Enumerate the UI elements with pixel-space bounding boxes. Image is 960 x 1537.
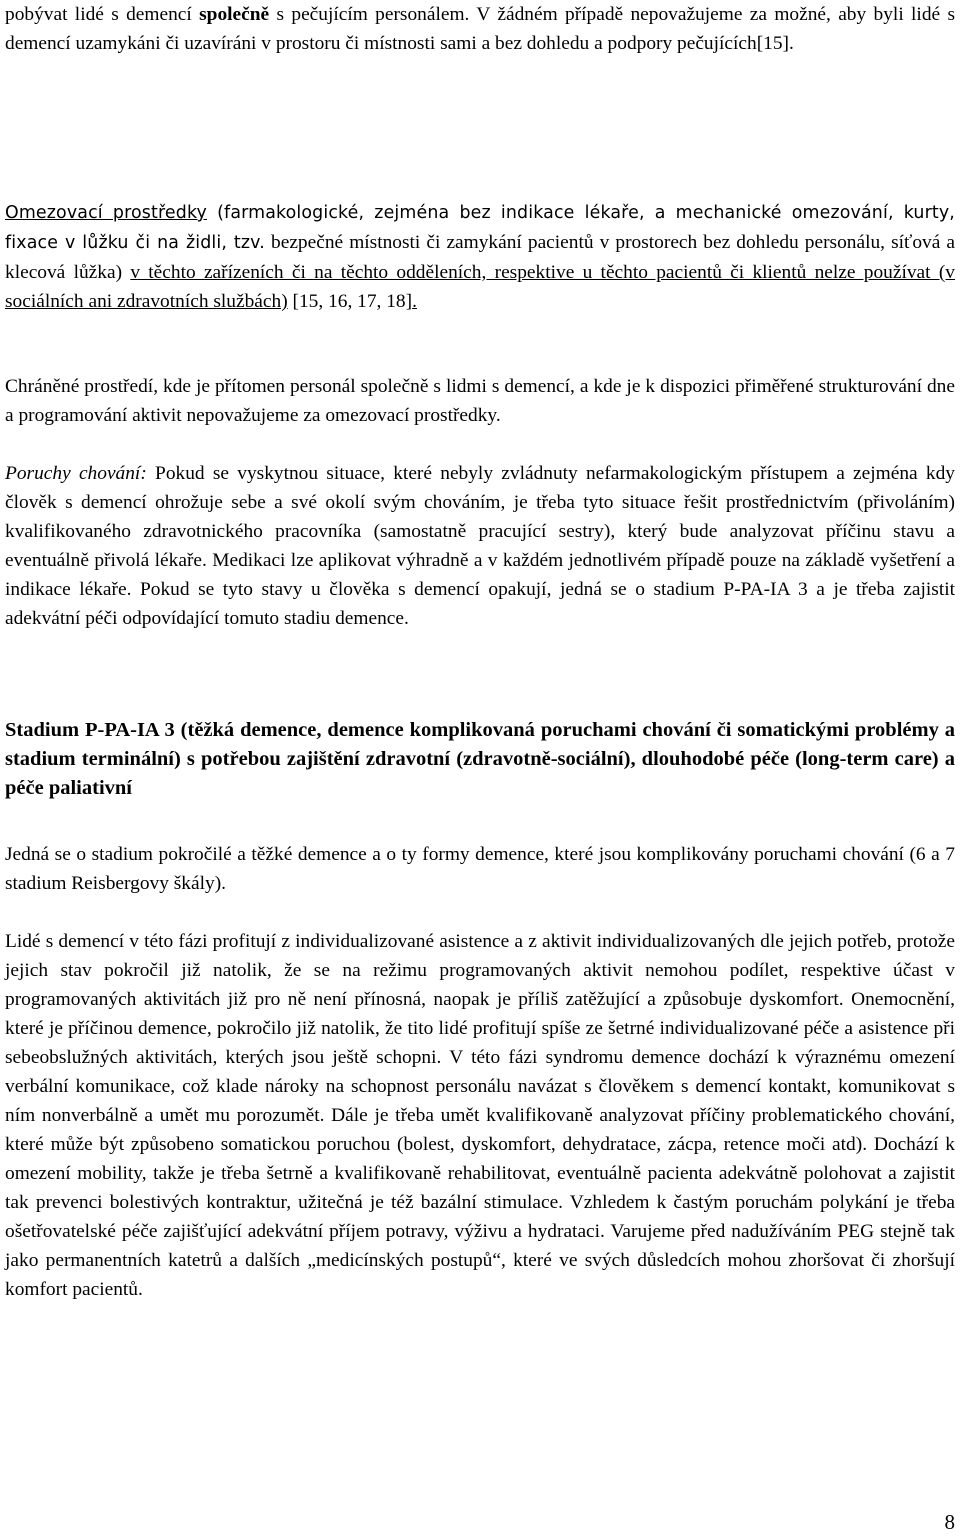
text-span: bezpečné místnosti či zamykání pacientů v prostorech bez dohledu personálu, síťová a klecová lůžka) [5, 232, 955, 283]
paragraph-restraints [5, 198, 955, 316]
paragraph-behavior-disorders [5, 459, 955, 633]
paragraph-stage-care: Lidé s demencí v této fázi profitují z individualizované asistence a z aktivit individualizovaných dle jejich potřeb, protože jejich stav pokročil již natolik, že se na režimu programovaných aktivit nemohou podílet, respektive účast v programovaných aktivitách již pro ně není přínosná, naopak je příliš zatěžující a způsobuje dyskomfort. Onemocnění, které je příčinou demence, pokročilo již natolik, že tito lidé profitují spíše ze šetrné individualizované péče a asistence při sebeobslužných aktivitách, kterých jsou ještě schopni. V této fázi syndromu demence dochází k výraznému omezení verbální komunikace, což klade nároky na schopnost personálu navázat s člověkem s demencí kontakt, komunikovat s ním nonverbálně a umět mu porozumět. Dále je třeba umět kvalifikovaně analyzovat příčiny problematického chování, které může být způsobeno somatickou poruchou (bolest, dyskomfort, dehydratace, zácpa, retence moči atd). Dochází k omezení mobility, takže je třeba šetrně a kvalifikovaně rehabilitovat, eventuálně pacienta adekvátně polohovat a zajistit tak prevenci bolestivých kontraktur, užitečná je též bazální stimulace. Vzhledem k častým poruchám polykání je třeba ošetřovatelské péče zajišťující adekvátní příjem potravy, výživu a hydrataci. Varujeme před nadužíváním PEG stejně tak jako permanentních katetrů a dalších „medicínských postupů“, které ve svých důsledcích mohou zhoršovat či zhoršují komfort pacientů. [5, 931, 955, 1300]
emphasis-together: společně [199, 4, 270, 25]
text-span: . [412, 291, 417, 312]
text-span: s pečujícím personálem. V žádném případě nepovažujeme za možné, aby byli lidé s demencí uzamykáni či uzavíráni v prostoru či místnosti sami a bez dohledu a podpory pečujících[15]. [5, 4, 955, 54]
underlined-term-restraints: Omezovací prostředky [5, 203, 207, 223]
paragraph-protected-environment: Chráněné prostředí, kde je přítomen personál společně s lidmi s demencí, a kde je k dispozici přiměřené strukturování dne a programování aktivit nepovažujeme za omezovací prostředky. [5, 376, 955, 426]
paragraph-stage-definition: Jedná se o stadium pokročilé a těžké demence a o ty formy demence, které jsou komplikovány poruchami chování (6 a 7 stadium Reisbergovy škály). [5, 844, 955, 894]
italic-term-behavior-disorders: Poruchy chování: [5, 463, 147, 484]
section-heading-stage-3: Stadium P-PA-IA 3 (těžká demence, demence komplikovaná poruchami chování či somatickými problémy a stadium terminální) s potřebou zajištění zdravotní (zdravotně-sociální), dlouhodobé péče (long-term care) a péče paliativní [5, 719, 955, 799]
paragraph-care-together [5, 0, 955, 58]
page-number: 8 [944, 1510, 955, 1534]
text-span: Pokud se vyskytnou situace, které nebyly zvládnuty nefarmakologickým přístupem a zejména kdy člověk s demencí ohrožuje sebe a své okolí svým chováním, je třeba tyto situace řešit prostřednictvím (přivoláním) kvalifikovaného zdravotnického pracovníka (samostatně pracující sestry), který bude analyzovat příčinu stavu a eventuálně přivolá lékaře. Medikaci lze aplikovat výhradně a v každém jednotlivém případě pouze na základě vyšetření a indikace lékaře. Pokud se tyto stavy u člověka s demencí opakují, jedná se o stadium P-PA-IA 3 a je třeba zajistit adekvátní péči odpovídající tomuto stadiu demence. [5, 463, 955, 629]
text-span: (farmakologické, zejména bez indikace lékaře, a mechanické omezování, kurty, fixace v lůžku či na židli, tzv. [5, 203, 955, 253]
underlined-prohibition: v těchto zařízeních či na těchto odděleních, respektive u těchto pacientů či klientů nelze používat (v sociálních ani zdravotních službách) [5, 262, 955, 312]
text-span: pobývat lidé s demencí [5, 4, 200, 25]
citation: [15, 16, 17, 18] [287, 291, 413, 312]
